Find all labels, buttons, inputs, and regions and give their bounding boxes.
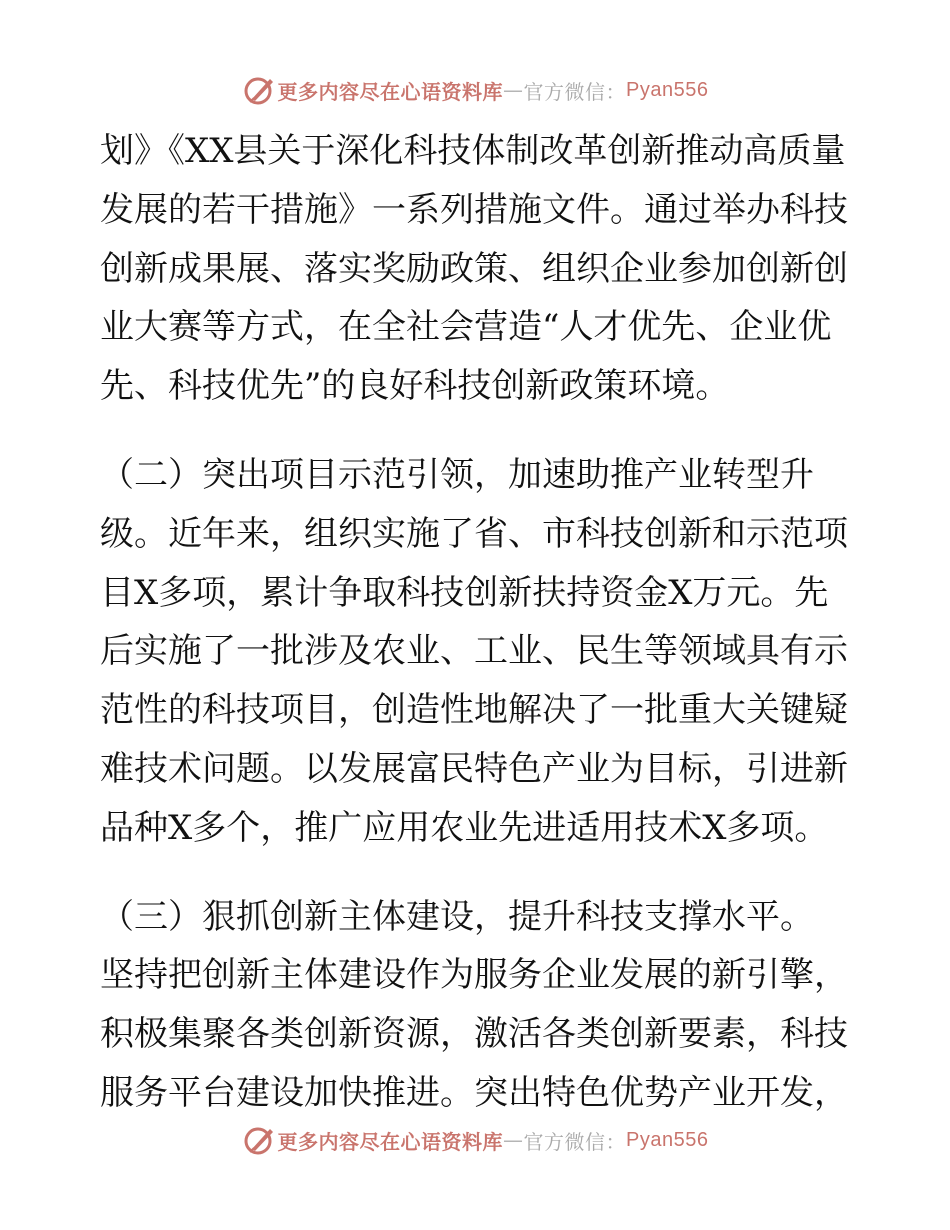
quill-logo-icon bbox=[242, 1123, 276, 1157]
watermark-label: 官方微信： bbox=[523, 1129, 627, 1154]
paragraph-gap bbox=[100, 416, 860, 446]
text-line: 品种X多个，推广应用农业先进适用技术X多项。 bbox=[100, 807, 829, 848]
text-line: 先、科技优先”的良好科技创新政策环境。 bbox=[100, 366, 730, 407]
document-body bbox=[100, 122, 860, 1123]
text-line: 划》《XX县关于深化科技体制改革创新推动高质量 bbox=[100, 131, 846, 171]
watermark-main-text: 更多内容尽在心语资料库 bbox=[277, 79, 504, 104]
text-line: 业大赛等方式，在全社会营造“人才优先、企业优 bbox=[100, 307, 832, 348]
quill-logo-icon bbox=[242, 73, 276, 107]
text-line: 发展的若干措施》一系列措施文件。通过举办科技 bbox=[100, 189, 848, 230]
text-line: 后实施了一批涉及农业、工业、民生等领域具有示 bbox=[100, 631, 848, 672]
text-line: 级。近年来，组织实施了省、市科技创新和示范项 bbox=[100, 513, 848, 554]
paragraph-3 bbox=[100, 888, 860, 1123]
watermark-dash: — bbox=[503, 78, 524, 102]
paragraph-gap bbox=[100, 858, 860, 888]
text-line: 服务平台建设加快推进。突出特色优势产业开发， bbox=[100, 1072, 848, 1113]
paragraph-2 bbox=[100, 446, 860, 858]
watermark-footer bbox=[0, 1122, 950, 1158]
text-line: 范性的科技项目，创造性地解决了一批重大关键疑 bbox=[100, 690, 848, 731]
watermark-id: Pyan556 bbox=[626, 78, 709, 101]
text-line: 坚持把创新主体建设作为服务企业发展的新引擎， bbox=[100, 955, 848, 996]
text-line: （三）狠抓创新主体建设，提升科技支撑水平。 bbox=[100, 896, 814, 937]
watermark-main-text: 更多内容尽在心语资料库 bbox=[277, 1129, 504, 1154]
paragraph-1 bbox=[100, 122, 860, 416]
watermark-id: Pyan556 bbox=[626, 1128, 709, 1151]
watermark-header bbox=[0, 72, 950, 108]
watermark-dash: — bbox=[503, 1128, 524, 1152]
text-line: （二）突出项目示范引领，加速助推产业转型升 bbox=[100, 454, 814, 495]
text-line: 目X多项，累计争取科技创新扶持资金X万元。先 bbox=[100, 572, 829, 613]
watermark-label: 官方微信： bbox=[523, 79, 627, 104]
text-line: 难技术问题。以发展富民特色产业为目标，引进新 bbox=[100, 748, 848, 789]
text-line: 创新成果展、落实奖励政策、组织企业参加创新创 bbox=[100, 248, 848, 289]
text-line: 积极集聚各类创新资源，激活各类创新要素，科技 bbox=[100, 1014, 848, 1055]
